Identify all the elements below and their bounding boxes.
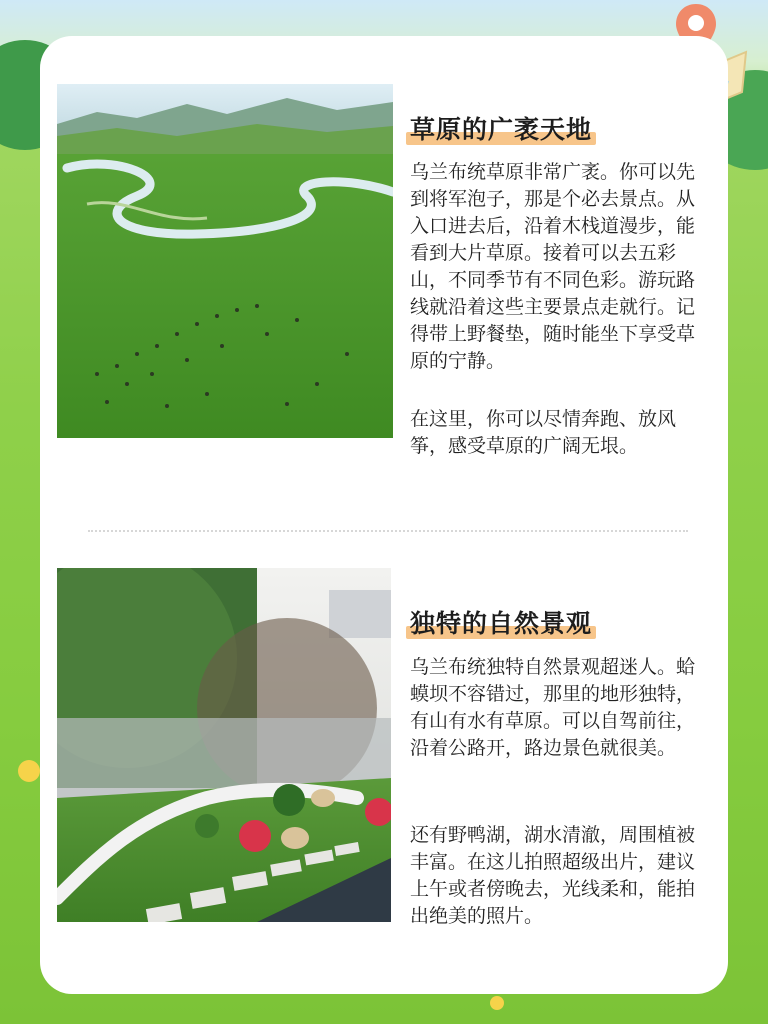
grassland-river-photo — [57, 84, 393, 438]
garden-mist-photo — [57, 568, 391, 922]
section2-paragraph2: 还有野鸭湖，湖水清澈，周围植被丰富。在这儿拍照超级出片，建议上午或者傍晚去，光线柔和，能拍出绝美的照片。 — [410, 824, 696, 927]
section1-paragraph1: 乌兰布统草原非常广袤。你可以先到将军泡子，那是个必去景点。从入口进去后，沿着木栈道漫步，能看到大片草原。接着可以去五彩山，不同季节有不同色彩。游玩路线就沿着这些主要景点走就行。记得带上野餐垫，随时能坐下享受草原的宁静。 — [410, 161, 696, 372]
section2-title — [410, 604, 592, 640]
section2-title-text: 独特的自然景观 — [410, 609, 593, 638]
section1-title — [410, 110, 592, 146]
section1-title-text: 草原的广袤天地 — [410, 115, 593, 144]
flower-icon — [490, 996, 504, 1010]
section2-paragraph1: 乌兰布统独特自然景观超迷人。蛤蟆坝不容错过，那里的地形独特，有山有水有草原。可以自驾前往，沿着公路开，路边景色就很美。 — [410, 656, 696, 759]
section1-paragraph2: 在这里，你可以尽情奔跑、放风筝，感受草原的广阔无垠。 — [410, 408, 677, 457]
flower-icon — [18, 760, 40, 782]
section-divider — [88, 530, 688, 532]
